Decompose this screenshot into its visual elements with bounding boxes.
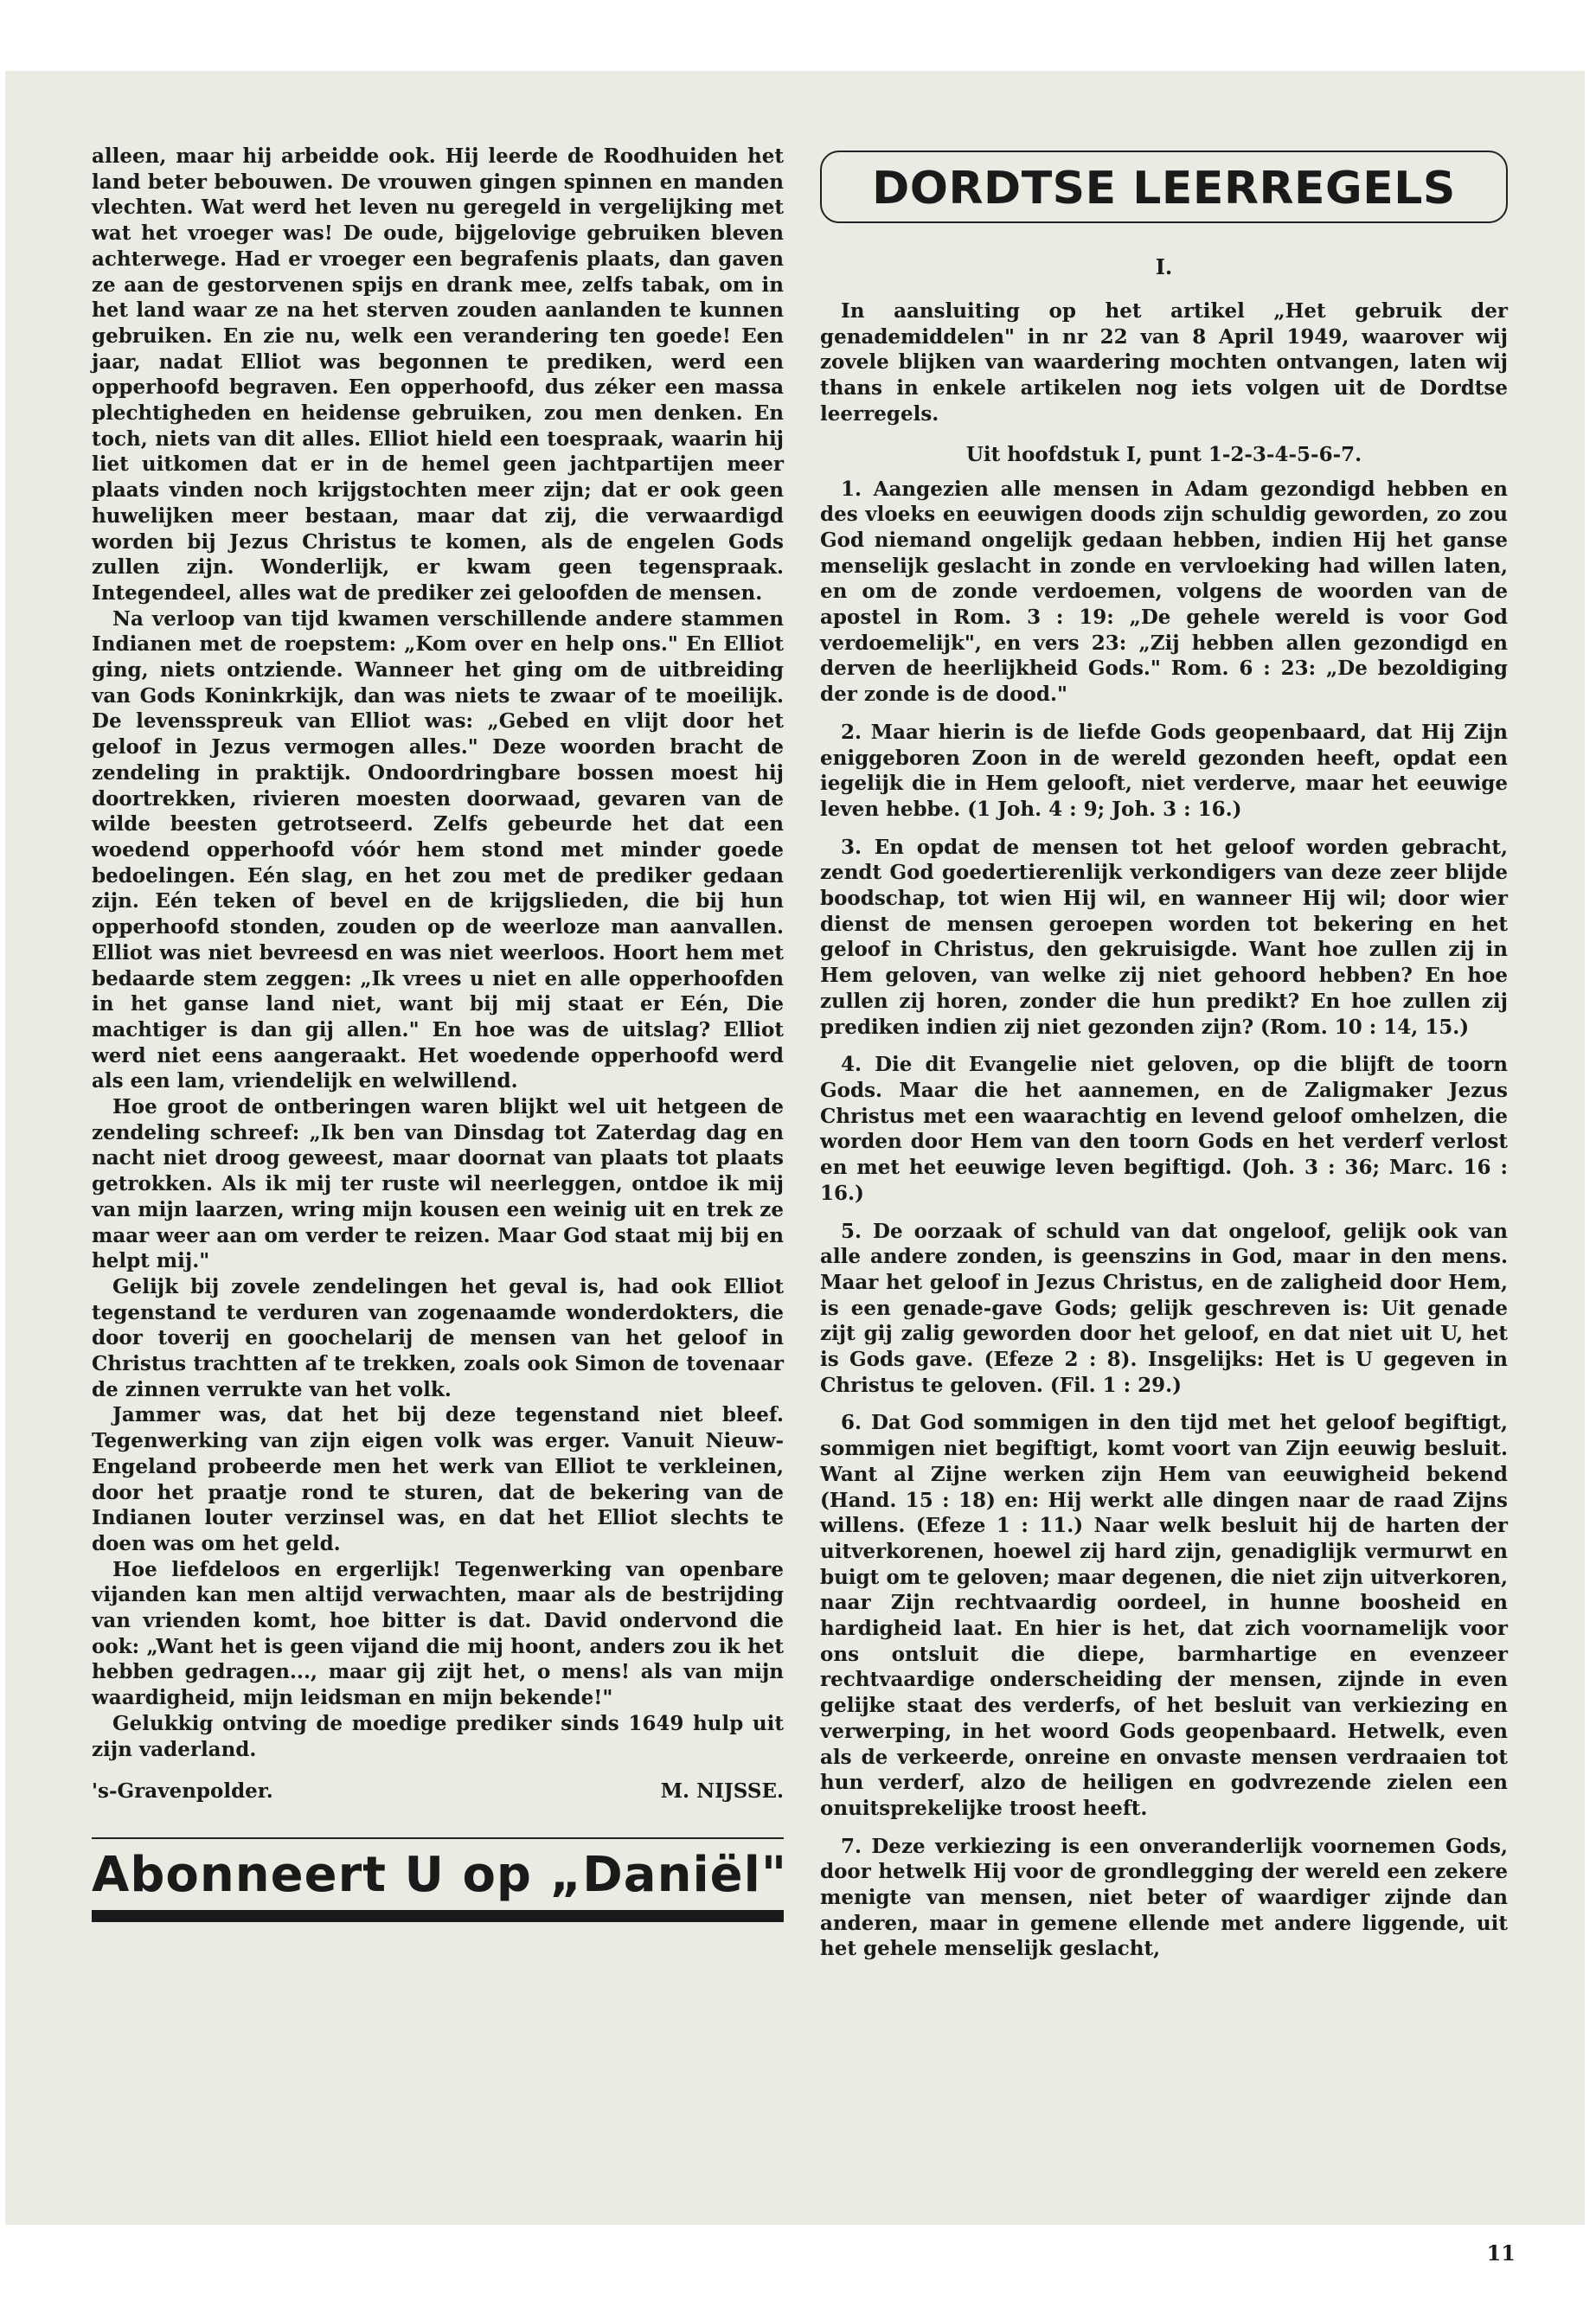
article-title-box (820, 151, 1508, 223)
article-paragraph: Hoe liefdeloos en ergerlijk! Tegenwerking van openbare vijanden kan men altijd verwachten, maar als de bestrijding van vrienden komt, hoe bitter is dat. David ondervond die ook: „Want het is geen vijand die mij hoont, anders zou ik het hebben gedragen..., maar gij zijt het, o mens! als van mijn waardigheid, mijn leidsman en mijn bekende!" (92, 1557, 784, 1710)
right-column (820, 151, 1508, 1962)
page-number: 11 (1486, 2240, 1516, 2266)
intro-paragraph: In aansluiting op het artikel „Het gebruik der genademiddelen" in nr 22 van 8 April 1949, waarover wij zovele blijken van waardering mochten ontvangen, laten wij thans in enkele artikelen nog iets volgen uit de Dordtse leerregels. (820, 299, 1508, 426)
point-paragraph: 3. En opdat de mensen tot het geloof worden gebracht, zendt God goedertierenlijk verkondigers van deze zeer blijde boodschap, tot wien Hij wil, en wanneer Hij wil; door wier dienst de mensen geroepen worden tot bekering en het geloof in Christus, den gekruisigde. Want hoe zullen zij in Hem geloven, van welke zij niet gehoord hebben? En hoe zullen zij horen, zonder die hun predikt? En hoe zullen zij prediken indien zij niet gezonden zijn? (Rom. 10 : 14, 15.) (820, 835, 1508, 1039)
subscription-advert: Abonneert U op „Daniël" (92, 1847, 787, 1904)
article-paragraph: Gelukkig ontving de moedige prediker sinds 1649 hulp uit zijn vaderland. (92, 1711, 784, 1761)
article-paragraph: alleen, maar hij arbeidde ook. Hij leerde de Roodhuiden het land beter bebouwen. De vrouwen gingen spinnen en manden vlechten. Wat werd het leven nu geregeld in vergelijking met wat het vroeger was! De oude, bijgelovige gebruiken bleven achterwege. Had er vroeger een begrafenis plaats, dan gaven ze aan de gestorvenen spijs en drank mee, zelfs tabak, om in het land waar ze na het sterven zouden aanlanden te kunnen gebruiken. En zie nu, welk een verandering ten goede! Een jaar, nadat Elliot was begonnen te prediken, werd een opperhoofd begraven. Een opperhoofd, dus zéker een massa plechtigheden en heidense gebruiken, zou men denken. En toch, niets van dit alles. Elliot hield een toespraak, waarin hij liet uitkomen dat er in de hemel geen jachtpartijen meer plaats vinden noch krijgstochten meer zijn; dat er ook geen huwelijken meer bestaan, maar dat zij, die verwaardigd worden bij Jezus Christus te komen, als de engelen Gods zullen zijn. Wonderlijk, er kwam geen tegenspraak. Integendeel, alles wat de prediker zei geloofden de mensen. (92, 144, 784, 605)
point-paragraph: 7. Deze verkiezing is een onveranderlijk voornemen Gods, door hetwelk Hij voor de grondlegging der wereld een zekere menigte van mensen, niet beter of waardiger zijnde dan anderen, maar in gemene ellende met andere liggende, uit het gehele menselijk geslacht, (820, 1834, 1508, 1961)
point-paragraph: 5. De oorzaak of schuld van dat ongeloof, gelijk ook van alle andere zonden, is geenszins in God, maar in den mens. Maar het geloof in Jezus Christus, en de zaligheid door Hem, is een genade-gave Gods; gelijk geschreven is: Uit genade zijt gij zalig geworden door het geloof, en dat niet uit U, het is Gods gave. (Efeze 2 : 8). Insgelijks: Het is U gegeven in Christus te geloven. (Fil. 1 : 29.) (820, 1219, 1508, 1397)
subheading: Uit hoofdstuk I, punt 1-2-3-4-5-6-7. (965, 442, 1362, 466)
divider (92, 1837, 784, 1839)
divider-thick (92, 1910, 784, 1922)
page (5, 71, 1585, 2266)
point-paragraph: 6. Dat God sommigen in den tijd met het geloof begiftigt, sommigen niet begiftigt, komt voort van Zijn eeuwig besluit. Want al Zijne werken zijn Hem van eeuwigheid bekend (Hand. 15 : 18) en: Hij werkt alle dingen naar de raad Zijns willens. (Efeze 1 : 11.) Naar welk besluit hij de harten der uitverkorenen, hoewel zij hard zijn, genadiglijk vermurwt en buigt om te geloven; maar degenen, die niet zijn uitverkoren, naar Zijn rechtvaardig oordeel, in hunne boosheid en hardigheid laat. En hier is het, dat zich voornamelijk voor ons ontsluit die diepe, barmhartige en evenzeer rechtvaardige onderscheiding der mensen, zijnde in even gelijke staat des verderfs, of het besluit van verkiezing en verwerping, in het woord Gods geopenbaard. Hetwelk, even als de verkeerde, onreine en onvaste mensen verdraaien tot hun verderf, alzo de heiligen en godvrezende zielen een onuitsprekelijke troost heeft. (820, 1411, 1508, 1820)
point-paragraph: 1. Aangezien alle mensen in Adam gezondigd hebben en des vloeks en eeuwigen doods zijn schuldig geworden, zo zou God niemand ongelijk gedaan hebben, indien Hij het ganse menselijk geslacht in zonde en vervloeking had willen laten, en om de zonde verdoemen, volgens de woorden van de apostel in Rom. 3 : 19: „De gehele wereld is voor God verdoemelijk", en vers 23: „Zij hebben allen gezondigd en derven de heerlijkheid Gods." Rom. 6 : 23: „De bezoldiging der zonde is de dood." (820, 477, 1508, 707)
signature-name: M. NIJSSE. (660, 1779, 784, 1804)
left-column (92, 144, 787, 1922)
section-number: I. (1155, 254, 1173, 279)
point-paragraph: 2. Maar hierin is de liefde Gods geopenbaard, dat Hij Zijn eniggeboren Zoon in de wereld gezonden heeft, opdat een iegelijk die in Hem gelooft, niet verderve, maar het eeuwige leven hebbe. (1 Joh. 4 : 9; Joh. 3 : 16.) (820, 720, 1508, 821)
article-paragraph: Na verloop van tijd kwamen verschillende andere stammen Indianen met de roepstem: „Kom over en help ons." En Elliot ging, niets ontziende. Wanneer het ging om de uitbreiding van Gods Koninkrkijk, dan was niets te zwaar of te moeilijk. De levensspreuk van Elliot was: „Gebed en vlijt door het geloof in Jezus vermogen alles." Deze woorden bracht de zendeling in praktijk. Ondoordringbare bossen moest hij doortrekken, rivieren moesten doorwaad, gevaren van de wilde beesten getrotseerd. Zelfs gebeurde het dat een woedend opperhoofd vóór hem stond met minder goede bedoelingen. Eén slag, en het zou met de prediker gedaan zijn. Eén teken of bevel en de krijgslieden, die bij hun opperhoofd stonden, zouden op de weerloze man aanvallen. Elliot was niet bevreesd en was niet weerloos. Hoort hem met bedaarde stem zeggen: „Ik vrees u niet en alle opperhoofden in het ganse land niet, want bij mij staat er Eén, Die machtiger is dan gij allen." En hoe was de uitslag? Elliot werd niet eens aangeraakt. Het woedende opperhoofd werd als een lam, vriendelijk en welwillend. (92, 606, 784, 1093)
article-title: DORDTSE LEERREGELS (872, 163, 1456, 215)
article-paragraph: Hoe groot de ontberingen waren blijkt wel uit hetgeen de zendeling schreef: „Ik ben van Dinsdag tot Zaterdag dag en nacht niet droog geweest, maar doornat van plaats tot plaats getrokken. Als ik mij ter ruste wil neerleggen, ontdoe ik mij van mijn laarzen, wring mijn kousen een weinig uit en trek ze maar weer aan om verder te reizen. Maar God staat mij bij en helpt mij." (92, 1095, 784, 1273)
signature (92, 1779, 784, 1803)
article-paragraph: Jammer was, dat het bij deze tegenstand niet bleef. Tegenwerking van zijn eigen volk was erger. Vanuit Nieuw-Engeland probeerde men het werk van Elliot te verkleinen, door het praatje rond te sturen, dat de bekering van de Indianen louter verzinsel was, en dat het Elliot slechts te doen was om het geld. (92, 1403, 784, 1555)
article-paragraph: Gelijk bij zovele zendelingen het geval is, had ook Elliot tegenstand te verduren van zogenaamde wonderdokters, die door toverij en goochelarij de mensen van het geloof in Christus trachtten af te trekken, zoals ook Simon de tovenaar de zinnen verrukte van het volk. (92, 1274, 784, 1401)
signature-place: 's-Gravenpolder. (92, 1779, 273, 1804)
point-paragraph: 4. Die dit Evangelie niet geloven, op die blijft de toorn Gods. Maar die het aannemen, en de Zaligmaker Jezus Christus met een waarachtig en levend geloof omhelzen, die worden door Hem van den toorn Gods en het verderf verlost en met het eeuwige leven begiftigd. (Joh. 3 : 36; Marc. 16 : 16.) (820, 1053, 1508, 1205)
